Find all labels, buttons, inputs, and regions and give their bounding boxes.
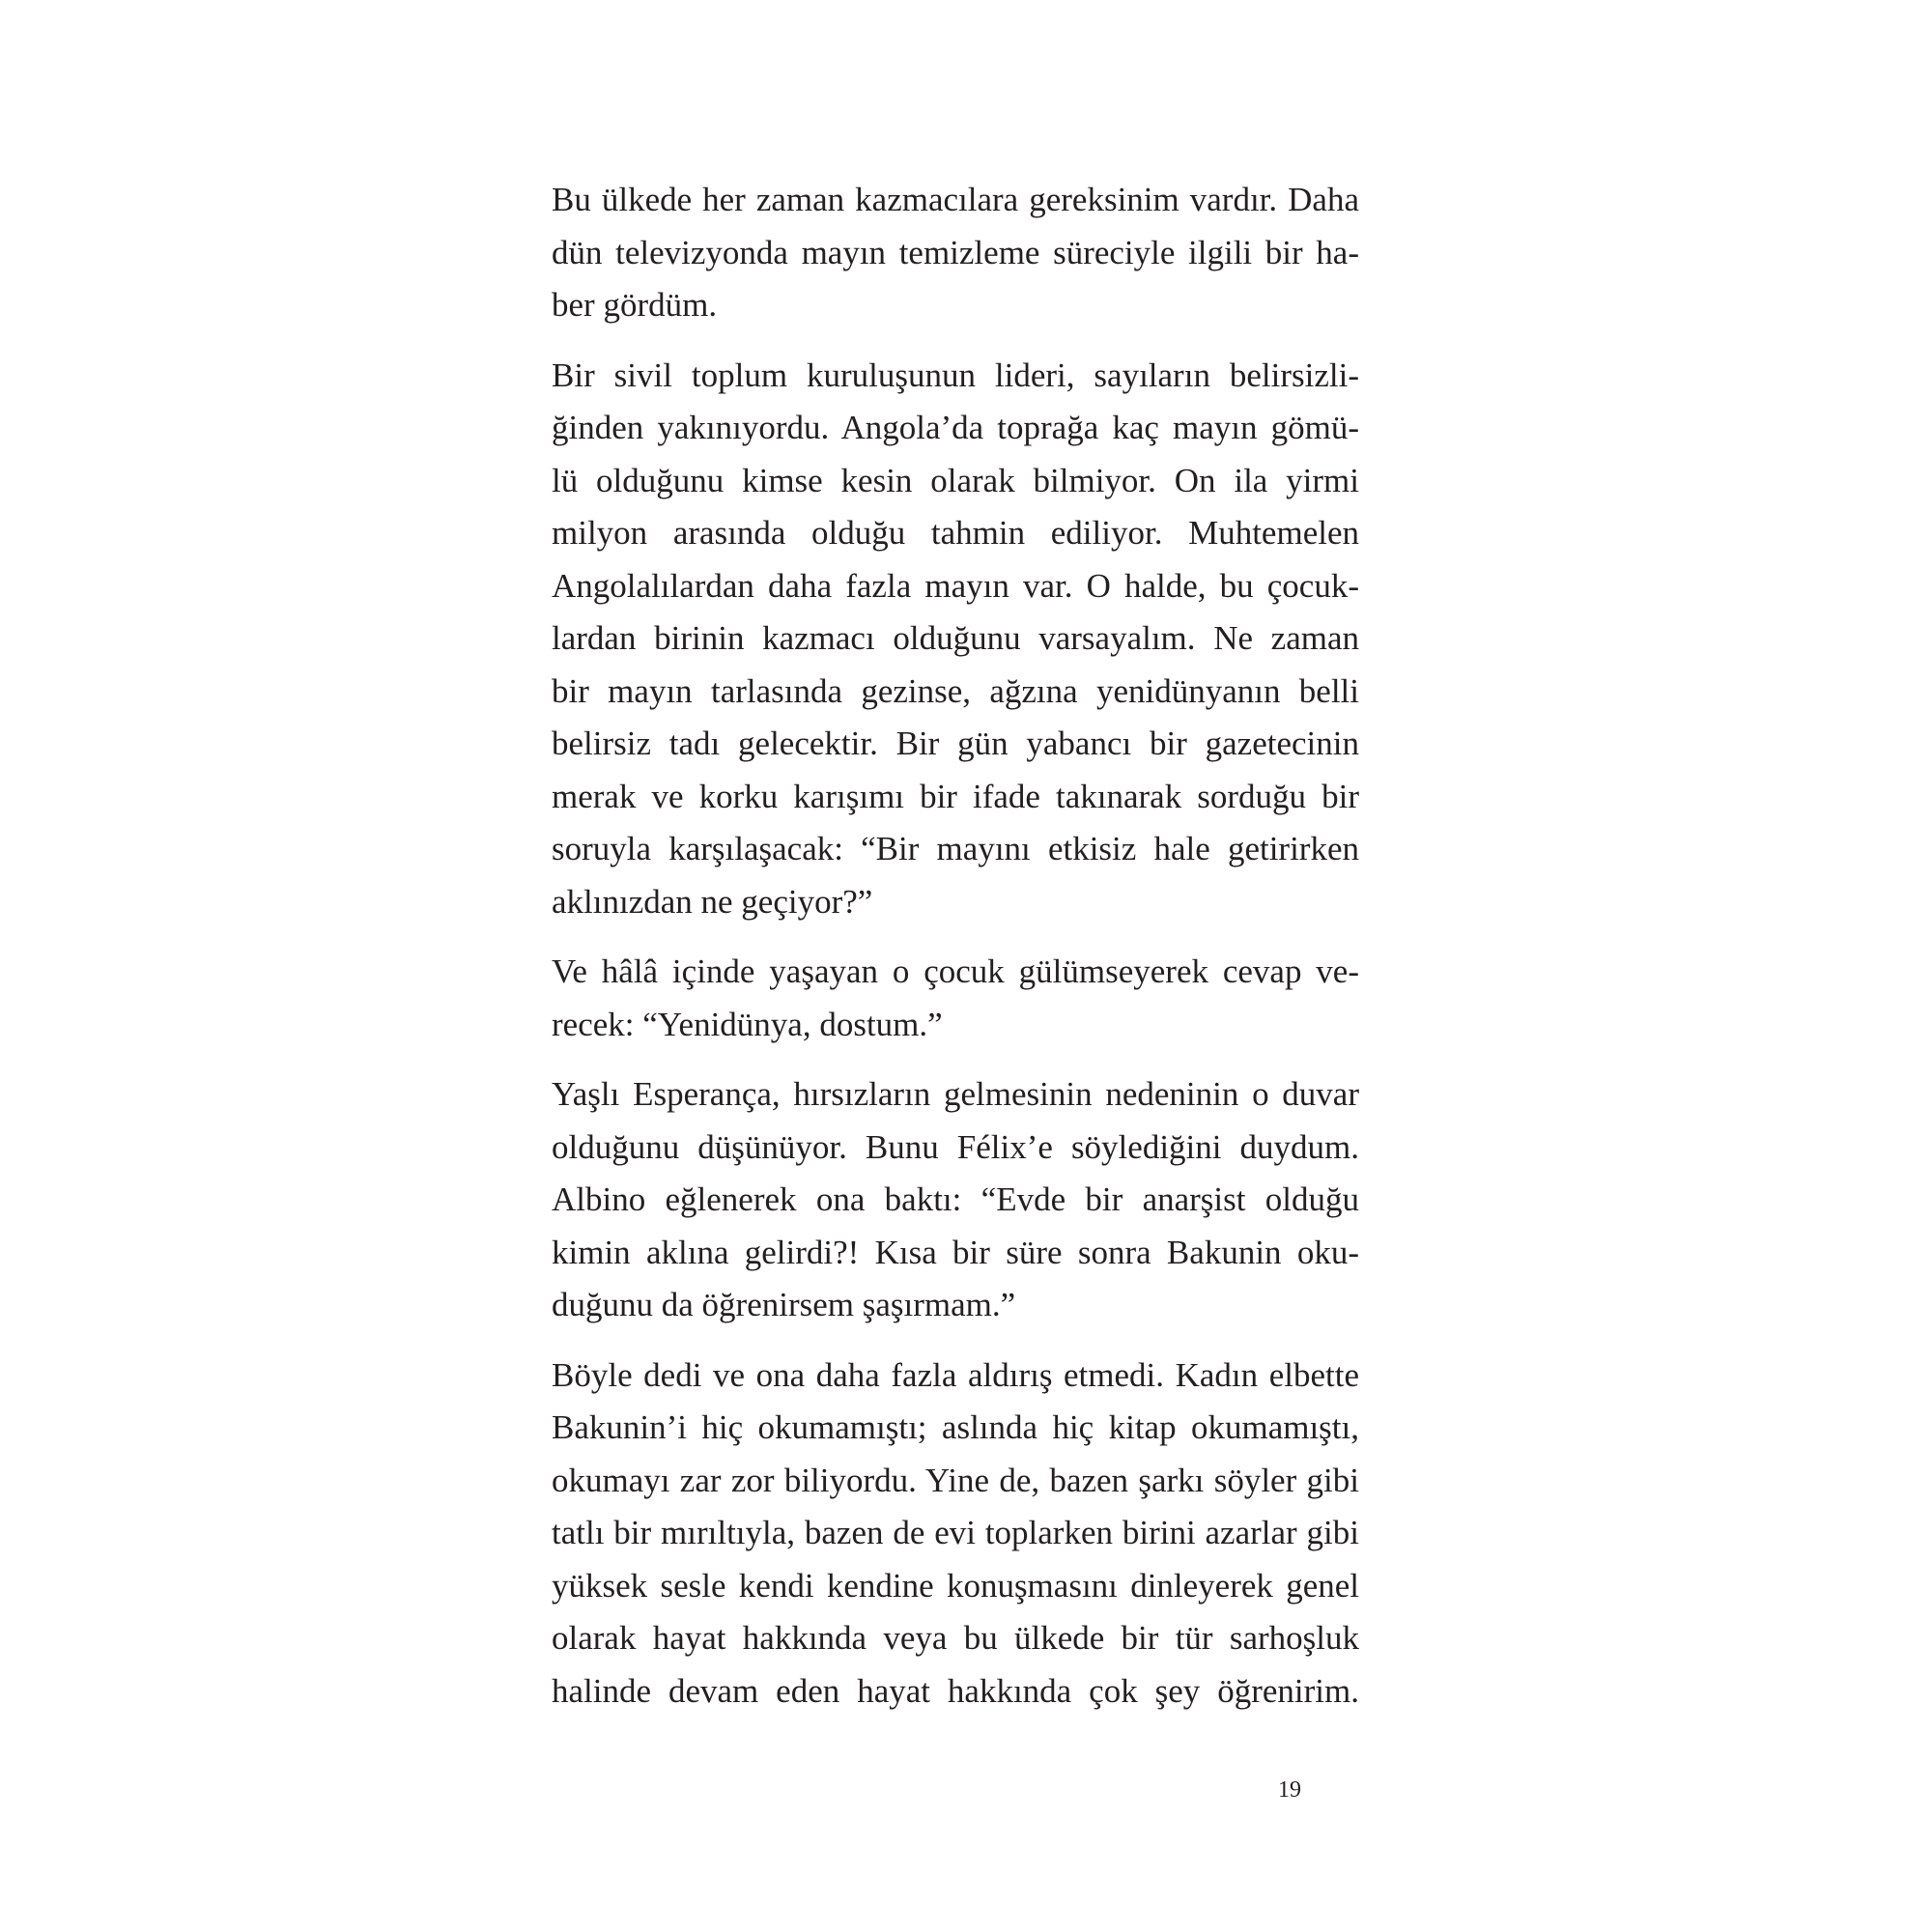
text-line: lü olduğunu kimse kesin olarak bilmiyor. On ila yirmi <box>552 461 1359 499</box>
text-line: okumayı zar zor biliyordu. Yine de, bazen şarkı söyler gibi <box>552 1461 1359 1499</box>
text-line: duğunu da öğrenirsem şaşırmam.” <box>552 1286 1016 1323</box>
text-line: olarak hayat hakkında veya bu ülkede bir tür sarhoşluk <box>552 1619 1359 1657</box>
text-line: recek: “Yenidünya, dostum.” <box>552 1005 943 1043</box>
text-line: halinde devam eden hayat hakkında çok şey öğrenirim. <box>552 1671 1359 1710</box>
text-line: yüksek sesle kendi kendine konuşmasını dinleyerek genel <box>552 1566 1359 1605</box>
text-line: tatlı bir mırıltıyla, bazen de evi toplarken birini azarlar gibi <box>552 1514 1359 1551</box>
text-line: Albino eğlenerek ona baktı: “Evde bir anarşist olduğu <box>552 1180 1359 1218</box>
paragraph <box>552 1068 1359 1332</box>
paragraph <box>552 1350 1359 1719</box>
text-line: Ve hâlâ içinde yaşayan o çocuk gülümseyerek cevap ve- <box>552 952 1359 990</box>
text-line: soruyla karşılaşacak: “Bir mayını etkisiz hale getirirken <box>552 830 1359 867</box>
text-line: Bakunin’i hiç okumamıştı; aslında hiç kitap okumamıştı, <box>552 1408 1359 1446</box>
paragraph <box>552 350 1359 929</box>
paragraph <box>552 174 1359 332</box>
text-line: merak ve korku karışımı bir ifade takınarak sorduğu bir <box>552 777 1359 815</box>
text-line: Bu ülkede her zaman kazmacılara gereksinim vardır. Daha <box>552 181 1359 218</box>
text-line: dün televizyonda mayın temizleme süreciyle ilgili bir ha- <box>552 233 1359 271</box>
text-line: Bir sivil toplum kuruluşunun lideri, sayıların belirsizli- <box>552 355 1359 394</box>
text-line: Yaşlı Esperança, hırsızların gelmesinin nedeninin o duvar <box>552 1075 1359 1113</box>
text-line: ber gördüm. <box>552 286 718 324</box>
text-line: belirsiz tadı gelecektir. Bir gün yabancı bir gazetecinin <box>552 724 1359 762</box>
text-line: olduğunu düşünüyor. Bunu Félix’e söylediğini duydum. <box>552 1127 1359 1166</box>
text-line: Angolalılardan daha fazla mayın var. O halde, bu çocuk- <box>552 566 1359 605</box>
text-line: ğinden yakınıyordu. Angola’da toprağa kaç mayın gömü- <box>552 409 1359 446</box>
text-line: milyon arasında olduğu tahmin ediliyor. Muhtemelen <box>552 514 1359 552</box>
body-text <box>552 174 1359 1735</box>
paragraph <box>552 946 1359 1051</box>
page-number: 19 <box>1278 1777 1301 1803</box>
text-line: bir mayın tarlasında gezinse, ağzına yenidünyanın belli <box>552 671 1359 710</box>
text-line: aklınızdan ne geçiyor?” <box>552 882 873 921</box>
text-line: kimin aklına gelirdi?! Kısa bir süre sonra Bakunin oku- <box>552 1233 1359 1271</box>
text-line: Böyle dedi ve ona daha fazla aldırış etmedi. Kadın elbette <box>552 1355 1359 1394</box>
text-line: lardan birinin kazmacı olduğunu varsayalım. Ne zaman <box>552 619 1359 657</box>
